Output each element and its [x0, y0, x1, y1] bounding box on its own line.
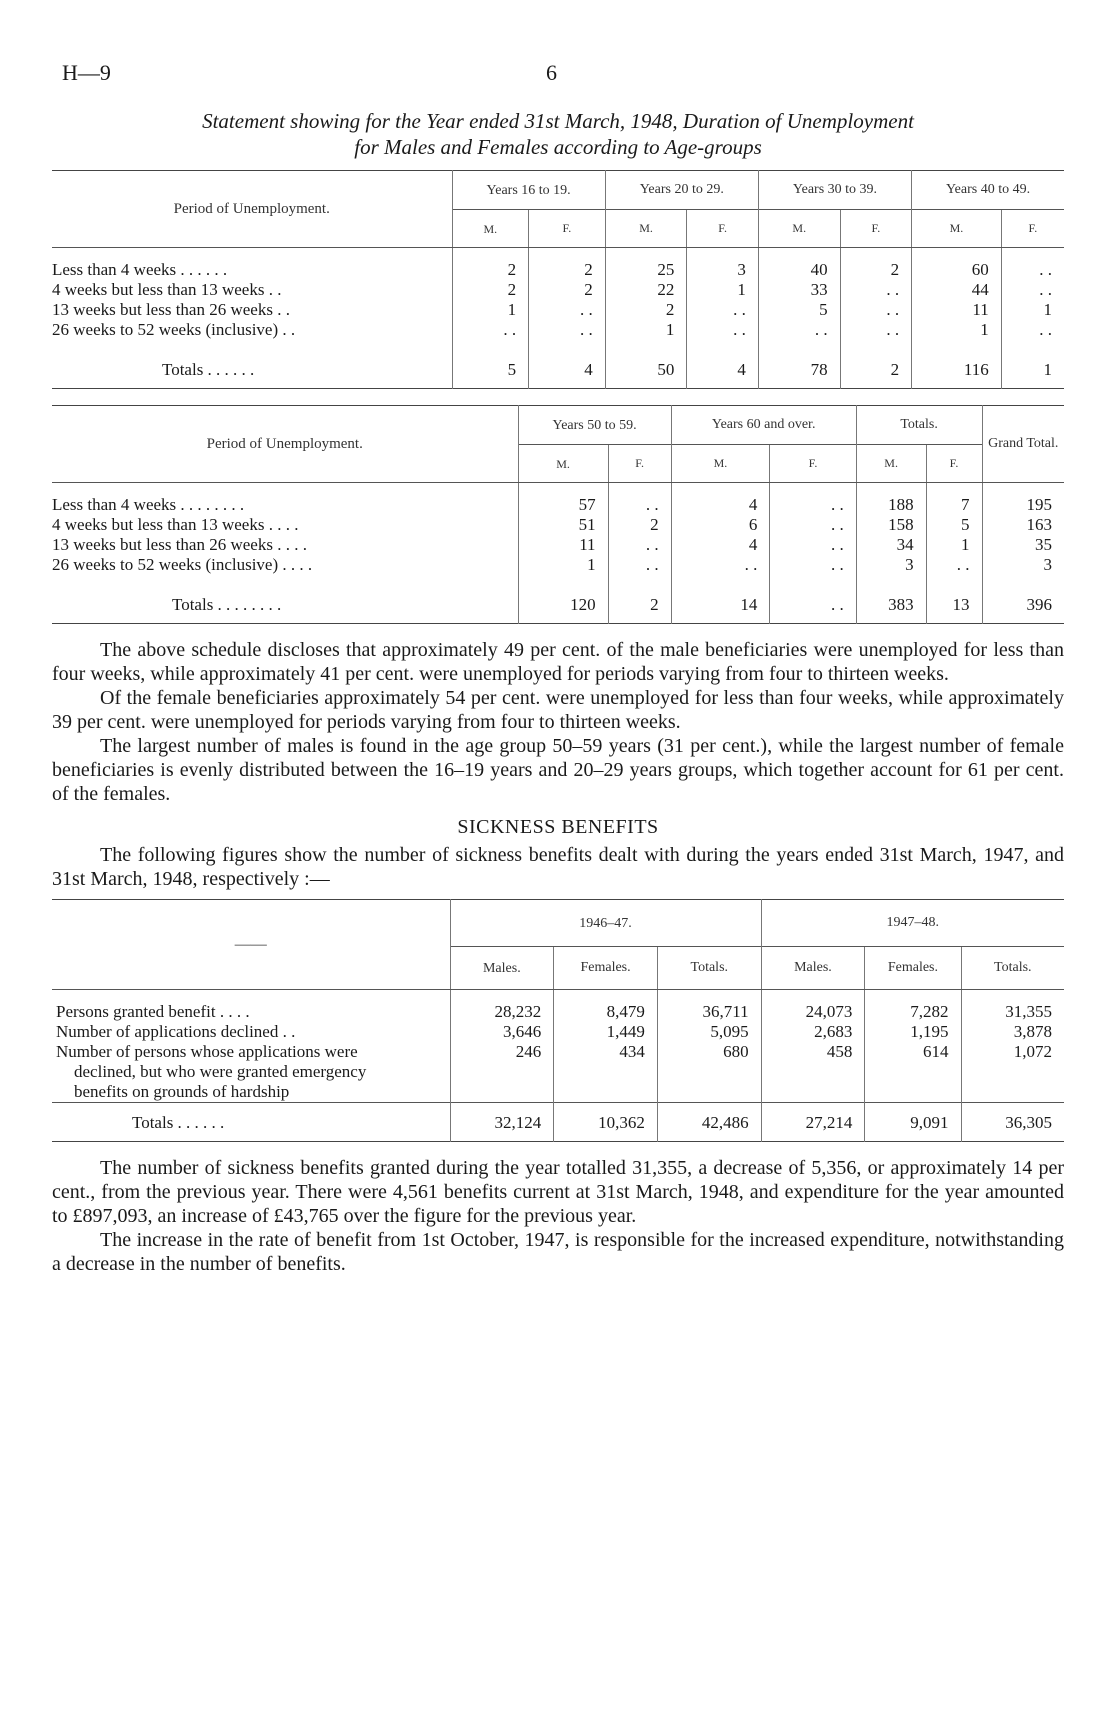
- document-page: [52, 60, 1064, 1276]
- table-cell: 1,449: [554, 1022, 658, 1042]
- table-cell: . .: [529, 300, 606, 320]
- table-cell: . .: [840, 280, 912, 300]
- row-label-continued: declined, but who were granted emergency: [74, 1062, 367, 1081]
- table-cell: 1: [518, 555, 608, 575]
- total-cell: . .: [770, 585, 856, 624]
- table-cell: 2: [529, 260, 606, 280]
- total-cell: 27,214: [761, 1103, 865, 1142]
- total-cell: 36,305: [961, 1103, 1064, 1142]
- sickness-benefits-table: [52, 899, 1064, 1142]
- sub-header-m: M.: [758, 210, 840, 248]
- table-cell: 35: [982, 535, 1064, 555]
- table-row: [52, 515, 1064, 535]
- table-cell: 11: [912, 300, 1002, 320]
- table-cell: 25: [605, 260, 687, 280]
- total-cell: 5: [452, 350, 529, 389]
- table-cell: . .: [671, 555, 770, 575]
- sub-header-f: F.: [840, 210, 912, 248]
- analysis-text: [52, 638, 1064, 806]
- sub-header-m: M.: [452, 210, 529, 248]
- group-header-60-over: Years 60 and over.: [671, 406, 856, 445]
- table-cell: 3,646: [450, 1022, 554, 1042]
- sickness-text: [52, 1156, 1064, 1276]
- table-row: [52, 280, 1064, 300]
- row-label: 4 weeks but less than 13 weeks . . . .: [52, 515, 299, 534]
- paragraph: The number of sickness benefits granted during the year totalled 31,355, a decrease of 5,356, or approximately 14 per cent., from the previous year. There were 4,561 benefits current at 31st March, 1948, and expenditure for the year amounted to £897,093, an increase of £43,765 over the figure for the previous year.: [52, 1157, 1064, 1227]
- total-cell: 1: [1001, 350, 1064, 389]
- row-label-continued: benefits on grounds of hardship: [74, 1082, 290, 1101]
- total-cell: 396: [982, 585, 1064, 624]
- table-cell: 3: [982, 555, 1064, 575]
- table-cell: 2: [608, 515, 671, 535]
- period-header: Period of Unemployment.: [52, 406, 518, 483]
- table-row: [52, 495, 1064, 515]
- section-intro: The following figures show the number of sickness benefits dealt with during the years ended 31st March, 1947, and 31st March, 1948, respectively :—: [52, 844, 1064, 890]
- sub-header-f: F.: [770, 445, 856, 483]
- table-cell: 3: [856, 555, 926, 575]
- table-cell: 8,479: [554, 1002, 658, 1022]
- period-header: Period of Unemployment.: [52, 171, 452, 248]
- total-cell: 2: [608, 585, 671, 624]
- paragraph: Of the female beneficiaries approximately 54 per cent. were unemployed for less than four weeks, while approximately 39 per cent. were unemployed for periods varying from four to thirteen weeks.: [52, 687, 1064, 733]
- table-cell: 28,232: [450, 1002, 554, 1022]
- table-cell: 44: [912, 280, 1002, 300]
- table-cell: 1: [1001, 300, 1064, 320]
- table-cell: 2: [605, 300, 687, 320]
- total-cell: 4: [687, 350, 759, 389]
- table-cell: 2: [452, 260, 529, 280]
- table-cell: 3,878: [961, 1022, 1064, 1042]
- caption-line-1: Statement showing for the Year ended 31st March, 1948, Duration of Unemployment: [202, 109, 914, 133]
- table-cell: . .: [529, 320, 606, 340]
- group-header-30-39: Years 30 to 39.: [758, 171, 911, 210]
- sub-header-f: F.: [1001, 210, 1064, 248]
- document-reference: H—9: [62, 60, 111, 85]
- table-cell: 246: [450, 1042, 554, 1062]
- row-label: 4 weeks but less than 13 weeks . .: [52, 280, 282, 299]
- total-cell: 120: [518, 585, 608, 624]
- table-cell: 3: [687, 260, 759, 280]
- table-cell: 195: [982, 495, 1064, 515]
- caption-line-2: for Males and Females according to Age-groups: [354, 135, 762, 159]
- table-cell: 24,073: [761, 1002, 865, 1022]
- total-cell: 383: [856, 585, 926, 624]
- row-label: 26 weeks to 52 weeks (inclusive) . .: [52, 320, 296, 339]
- year-header-1947-48: 1947–48.: [761, 900, 1064, 947]
- table-cell: 158: [856, 515, 926, 535]
- group-header-16-19: Years 16 to 19.: [452, 171, 605, 210]
- table-cell: 4: [671, 535, 770, 555]
- table-cell: . .: [608, 535, 671, 555]
- table-cell: 22: [605, 280, 687, 300]
- table-cell: 51: [518, 515, 608, 535]
- table-cell: 5,095: [657, 1022, 761, 1042]
- table-cell: 7: [926, 495, 982, 515]
- table-cell: 680: [657, 1042, 761, 1062]
- total-cell: 13: [926, 585, 982, 624]
- sub-header-m: M.: [671, 445, 770, 483]
- table-cell: 1,195: [865, 1022, 961, 1042]
- table-cell: 1: [687, 280, 759, 300]
- table-cell: 2: [840, 260, 912, 280]
- table-row: [52, 300, 1064, 320]
- sub-header-m: M.: [912, 210, 1002, 248]
- totals-label: Totals . . . . . . . .: [172, 595, 282, 614]
- total-cell: 116: [912, 350, 1002, 389]
- total-cell: 10,362: [554, 1103, 658, 1142]
- sub-header-f: F.: [608, 445, 671, 483]
- total-cell: 14: [671, 585, 770, 624]
- row-label: Less than 4 weeks . . . . . . . .: [52, 495, 245, 514]
- table-cell: 614: [865, 1042, 961, 1062]
- table-cell: . .: [608, 555, 671, 575]
- table-cell: 1: [605, 320, 687, 340]
- table-cell: 34: [856, 535, 926, 555]
- table-cell: . .: [452, 320, 529, 340]
- sub-header-f: F.: [926, 445, 982, 483]
- year-header-1946-47: 1946–47.: [450, 900, 761, 947]
- col-header-totals: Totals.: [961, 947, 1064, 990]
- table-cell: . .: [687, 320, 759, 340]
- grand-total-header: Grand Total.: [982, 406, 1064, 483]
- table-cell: 1: [912, 320, 1002, 340]
- paragraph: The largest number of males is found in the age group 50–59 years (31 per cent.), while the largest number of female beneficiaries is evenly distributed between the 16–19 years and 20–29 years groups, which together account for 61 per cent. of the females.: [52, 735, 1064, 805]
- sub-header-m: M.: [856, 445, 926, 483]
- table-cell: 7,282: [865, 1002, 961, 1022]
- table-cell: . .: [608, 495, 671, 515]
- table-cell: 36,711: [657, 1002, 761, 1022]
- totals-label: Totals . . . . . .: [162, 360, 255, 379]
- total-cell: 4: [529, 350, 606, 389]
- table-row: [52, 320, 1064, 340]
- table-cell: 2: [529, 280, 606, 300]
- total-cell: 9,091: [865, 1103, 961, 1142]
- table-cell: 40: [758, 260, 840, 280]
- table-row: [52, 555, 1064, 575]
- table-cell: . .: [687, 300, 759, 320]
- total-cell: 42,486: [657, 1103, 761, 1142]
- paragraph: The above schedule discloses that approximately 49 per cent. of the male beneficiaries were unemployed for less than four weeks, while approximately 41 per cent. were unemployed for periods varying from four to thirteen weeks.: [52, 639, 1064, 685]
- row-label: Less than 4 weeks . . . . . .: [52, 260, 228, 279]
- table-cell: 458: [761, 1042, 865, 1062]
- total-cell: 2: [840, 350, 912, 389]
- paragraph: The increase in the rate of benefit from 1st October, 1947, is responsible for the increased expenditure, notwithstanding a decrease in the number of benefits.: [52, 1229, 1064, 1275]
- table-cell: 5: [926, 515, 982, 535]
- sub-header-f: F.: [529, 210, 606, 248]
- total-cell: 32,124: [450, 1103, 554, 1142]
- table-cell: 188: [856, 495, 926, 515]
- table-cell: . .: [770, 535, 856, 555]
- table-cell: 57: [518, 495, 608, 515]
- table-cell: 2: [452, 280, 529, 300]
- table-cell: 2,683: [761, 1022, 865, 1042]
- col-header-females: Females.: [865, 947, 961, 990]
- group-header-20-29: Years 20 to 29.: [605, 171, 758, 210]
- table-cell: 163: [982, 515, 1064, 535]
- totals-label: Totals . . . . . .: [52, 1103, 450, 1142]
- page-number: 6: [546, 60, 557, 85]
- row-label: 26 weeks to 52 weeks (inclusive) . . . .: [52, 555, 313, 574]
- table-cell: . .: [770, 495, 856, 515]
- section-heading: SICKNESS BENEFITS: [457, 816, 659, 838]
- group-header-40-49: Years 40 to 49.: [912, 171, 1064, 210]
- table-cell: . .: [840, 320, 912, 340]
- sub-header-m: M.: [605, 210, 687, 248]
- table-cell: . .: [1001, 260, 1064, 280]
- table-cell: 1,072: [961, 1042, 1064, 1062]
- sub-header-m: M.: [518, 445, 608, 483]
- table-cell: 60: [912, 260, 1002, 280]
- table-cell: 4: [671, 495, 770, 515]
- row-label: Number of persons whose applications were: [56, 1042, 358, 1061]
- table-cell: . .: [770, 515, 856, 535]
- table-cell: . .: [758, 320, 840, 340]
- table-cell: . .: [840, 300, 912, 320]
- unemployment-table-ages-16-49: [52, 170, 1064, 389]
- running-header: [52, 60, 1064, 90]
- unemployment-table-ages-50-plus: [52, 405, 1064, 624]
- total-cell: 78: [758, 350, 840, 389]
- col-header-males: Males.: [450, 947, 554, 990]
- row-label: 13 weeks but less than 26 weeks . . . .: [52, 535, 307, 554]
- col-header-males: Males.: [761, 947, 865, 990]
- table-cell: . .: [1001, 280, 1064, 300]
- row-label: Number of applications declined . .: [56, 1022, 296, 1041]
- table-cell: . .: [1001, 320, 1064, 340]
- table-cell: 11: [518, 535, 608, 555]
- table-cell: 33: [758, 280, 840, 300]
- total-cell: 50: [605, 350, 687, 389]
- table-cell: 31,355: [961, 1002, 1064, 1022]
- table-cell: 1: [452, 300, 529, 320]
- table-cell: 6: [671, 515, 770, 535]
- row-label: 13 weeks but less than 26 weeks . .: [52, 300, 290, 319]
- table-cell: 434: [554, 1042, 658, 1062]
- col-header-females: Females.: [554, 947, 658, 990]
- blank-header-dash: ——: [52, 900, 450, 990]
- sub-header-f: F.: [687, 210, 759, 248]
- row-label: Persons granted benefit . . . .: [56, 1002, 250, 1021]
- group-header-50-59: Years 50 to 59.: [518, 406, 671, 445]
- table-cell: . .: [926, 555, 982, 575]
- col-header-totals: Totals.: [657, 947, 761, 990]
- table-row: [52, 260, 1064, 280]
- table-row: [52, 535, 1064, 555]
- table-cell: 5: [758, 300, 840, 320]
- group-header-totals: Totals.: [856, 406, 982, 445]
- table-caption: [52, 108, 1064, 160]
- table-cell: . .: [770, 555, 856, 575]
- table-cell: 1: [926, 535, 982, 555]
